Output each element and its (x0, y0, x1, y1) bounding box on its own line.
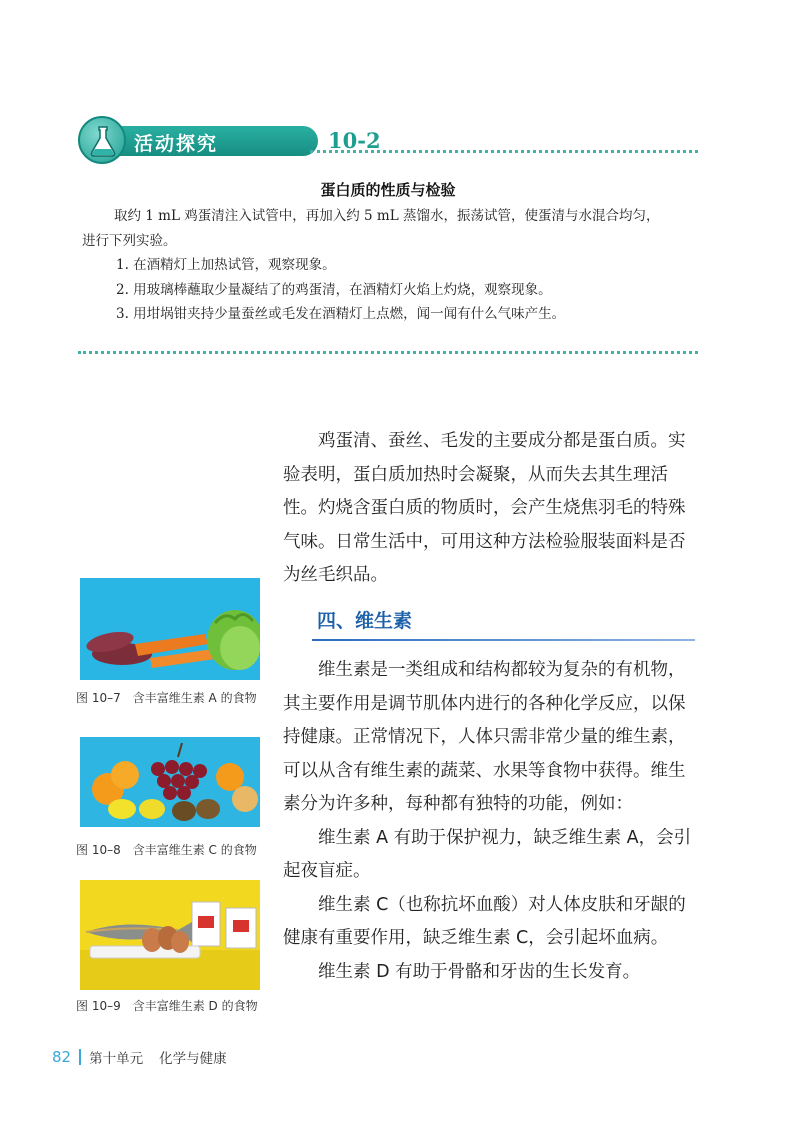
section-heading-underline (312, 639, 695, 641)
unit-title: 第十单元 (89, 1051, 144, 1067)
figure-caption-text: 含丰富维生素 C 的食物 (132, 843, 257, 857)
paragraph-text: 鸡蛋清、蚕丝、毛发的主要成分都是蛋白质。实验表明，蛋白质加热时会凝聚，从而失去其生理活性。灼烧含蛋白质的物质时，会产生烧焦羽毛的特殊气味。日常生活中，可用这种方法检验服装面料是否为丝毛织品。 (283, 431, 686, 585)
activity-header (78, 116, 698, 166)
figure-caption-text: 含丰富维生素 A 的食物 (132, 691, 257, 705)
footer-divider (79, 1049, 81, 1065)
activity-dotted-rule-bottom (78, 351, 698, 354)
activity-label: 活动探究 (134, 133, 219, 155)
activity-number: 10-2 (328, 128, 381, 153)
figure-vitamin-d-foods (80, 880, 260, 990)
paragraph-text: 维生素 D 有助于骨骼和牙齿的生长发育。 (318, 961, 641, 982)
activity-intro-line2: 进行下列实验。 (82, 232, 177, 249)
figure-caption-text: 含丰富维生素 D 的食物 (132, 999, 258, 1013)
figure-number: 图 10–8 (76, 843, 121, 857)
figure-caption (76, 997, 258, 1014)
paragraph-text: 维生素 A 有助于保护视力，缺乏维生素 A，会引起夜盲症。 (283, 827, 692, 881)
activity-step: 1. 在酒精灯上加热试管，观察现象。 (116, 257, 336, 273)
activity-title: 蛋白质的性质与检验 (320, 181, 456, 199)
figure-caption (76, 689, 257, 706)
section-heading: 四、维生素 (317, 610, 413, 632)
activity-step: 3. 用坩埚钳夹持少量蚕丝或毛发在酒精灯上点燃，闻一闻有什么气味产生。 (116, 306, 566, 322)
figure-vitamin-c-foods (80, 737, 260, 827)
figure-caption (76, 841, 257, 858)
paragraph-text: 维生素是一类组成和结构都较为复杂的有机物，其主要作用是调节肌体内进行的各种化学反应，以保持健康。正常情况下，人体只需非常少量的维生素，可以从含有维生素的蔬菜、水果等食物中获得。维生素分为许多种，每种都有独特的功能，例如： (283, 660, 686, 814)
protein-paragraph (283, 425, 695, 593)
chapter-title: 化学与健康 (159, 1051, 227, 1067)
figure-vitamin-a-foods (80, 578, 260, 680)
activity-step: 2. 用玻璃棒蘸取少量凝结了的鸡蛋清，在酒精灯火焰上灼烧，观察现象。 (116, 281, 552, 298)
flask-icon (78, 116, 126, 164)
activity-intro-line1: 取约 1 mL 鸡蛋清注入试管中，再加入约 5 mL 蒸馏水，振荡试管，使蛋清与水混合均匀， (114, 208, 660, 224)
page-footer (52, 1047, 227, 1067)
paragraph-text: 维生素 C（也称抗坏血酸）对人体皮肤和牙龈的健康有重要作用，缺乏维生素 C，会引起坏血病。 (283, 894, 686, 948)
figure-number: 图 10–7 (76, 691, 121, 705)
vitamin-section-body (283, 654, 695, 989)
page-number: 82 (52, 1048, 72, 1066)
activity-body (82, 204, 698, 327)
figure-number: 图 10–9 (76, 999, 121, 1013)
